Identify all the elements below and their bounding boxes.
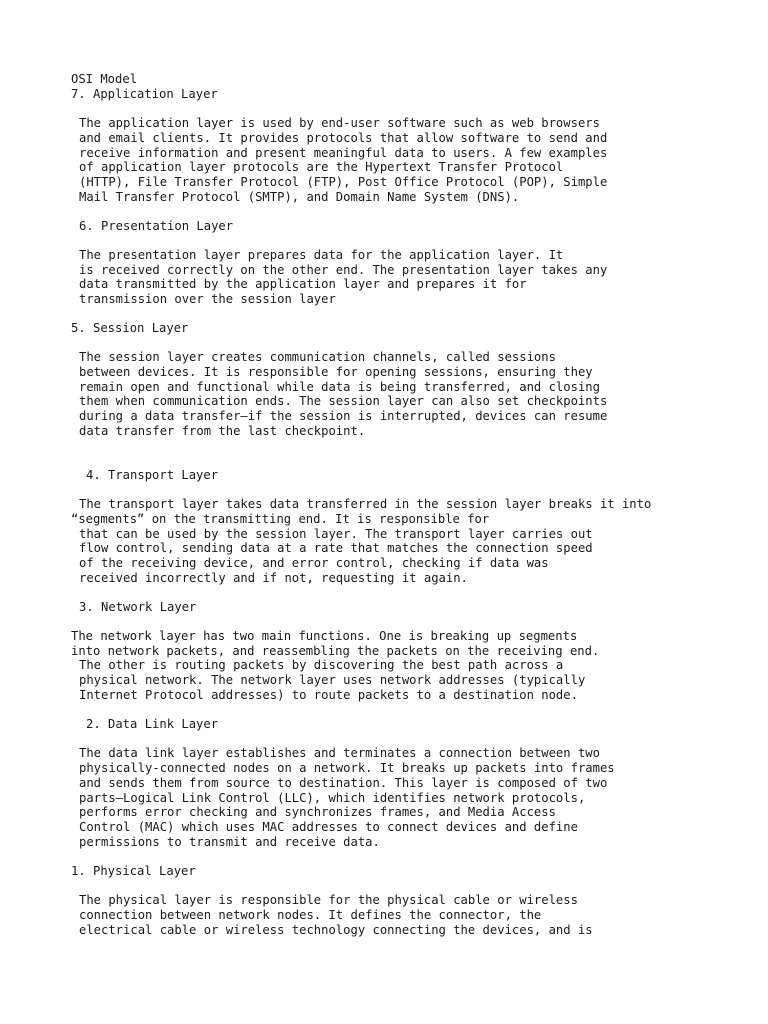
paragraph-line: parts—Logical Link Control (LLC), which identifies network protocols, <box>79 791 586 805</box>
paragraph-line: “segments” on the transmitting end. It is responsible for <box>71 512 490 526</box>
paragraph-line: electrical cable or wireless technology connecting the devices, and is <box>79 923 593 937</box>
heading-application-layer: 7. Application Layer <box>71 87 218 101</box>
paragraph-line: The other is routing packets by discovering the best path across a <box>79 658 564 672</box>
paragraph-line: of application layer protocols are the Hypertext Transfer Protocol <box>79 160 564 174</box>
paragraph-line: physically-connected nodes on a network. It breaks up packets into frames <box>79 761 615 775</box>
paragraph-line: during a data transfer—if the session is interrupted, devices can resume <box>79 409 608 423</box>
paragraph-line: (HTTP), File Transfer Protocol (FTP), Post Office Protocol (POP), Simple <box>79 175 608 189</box>
document-title: OSI Model <box>71 72 138 86</box>
paragraph-line: receive information and present meaningful data to users. A few examples <box>79 146 608 160</box>
paragraph-line: The transport layer takes data transferred in the session layer breaks it into <box>79 497 652 511</box>
heading-presentation-layer: 6. Presentation Layer <box>79 219 234 233</box>
paragraph-line: them when communication ends. The session layer can also set checkpoints <box>79 394 608 408</box>
paragraph-line: The application layer is used by end-user software such as web browsers <box>79 116 600 130</box>
paragraph-line: received incorrectly and if not, requesting it again. <box>79 571 468 585</box>
heading-data-link-layer: 2. Data Link Layer <box>86 717 219 731</box>
paragraph-line: The physical layer is responsible for the physical cable or wireless <box>79 893 578 907</box>
paragraph-line: and email clients. It provides protocols that allow software to send and <box>79 131 608 145</box>
paragraph-line: The data link layer establishes and terminates a connection between two <box>79 746 600 760</box>
paragraph-line: data transfer from the last checkpoint. <box>79 424 366 438</box>
paragraph-line: The network layer has two main functions. One is breaking up segments <box>71 629 578 643</box>
paragraph-line: The session layer creates communication channels, called sessions <box>79 350 556 364</box>
paragraph-line: The presentation layer prepares data for the application layer. It <box>79 248 564 262</box>
paragraph-line: permissions to transmit and receive data. <box>79 835 380 849</box>
paragraph-line: that can be used by the session layer. The transport layer carries out <box>79 527 593 541</box>
paragraph-line: is received correctly on the other end. The presentation layer takes any <box>79 263 608 277</box>
paragraph-line: Mail Transfer Protocol (SMTP), and Domain Name System (DNS). <box>79 190 520 204</box>
paragraph-line: performs error checking and synchronizes frames, and Media Access <box>79 805 556 819</box>
paragraph-line: flow control, sending data at a rate that matches the connection speed <box>79 541 593 555</box>
paragraph-line: between devices. It is responsible for opening sessions, ensuring they <box>79 365 593 379</box>
heading-network-layer: 3. Network Layer <box>79 600 197 614</box>
paragraph-line: physical network. The network layer uses network addresses (typically <box>79 673 586 687</box>
heading-session-layer: 5. Session Layer <box>71 321 189 335</box>
paragraph-line: connection between network nodes. It defines the connector, the <box>79 908 542 922</box>
paragraph-line: remain open and functional while data is being transferred, and closing <box>79 380 600 394</box>
paragraph-line: into network packets, and reassembling the packets on the receiving end. <box>71 644 600 658</box>
paragraph-line: transmission over the session layer <box>79 292 336 306</box>
heading-transport-layer: 4. Transport Layer <box>86 468 219 482</box>
paragraph-line: Internet Protocol addresses) to route packets to a destination node. <box>79 688 578 702</box>
paragraph-line: Control (MAC) which uses MAC addresses to connect devices and define <box>79 820 578 834</box>
paragraph-line: of the receiving device, and error control, checking if data was <box>79 556 549 570</box>
paragraph-line: and sends them from source to destination. This layer is composed of two <box>79 776 608 790</box>
heading-physical-layer: 1. Physical Layer <box>71 864 196 878</box>
paragraph-line: data transmitted by the application layer and prepares it for <box>79 277 527 291</box>
